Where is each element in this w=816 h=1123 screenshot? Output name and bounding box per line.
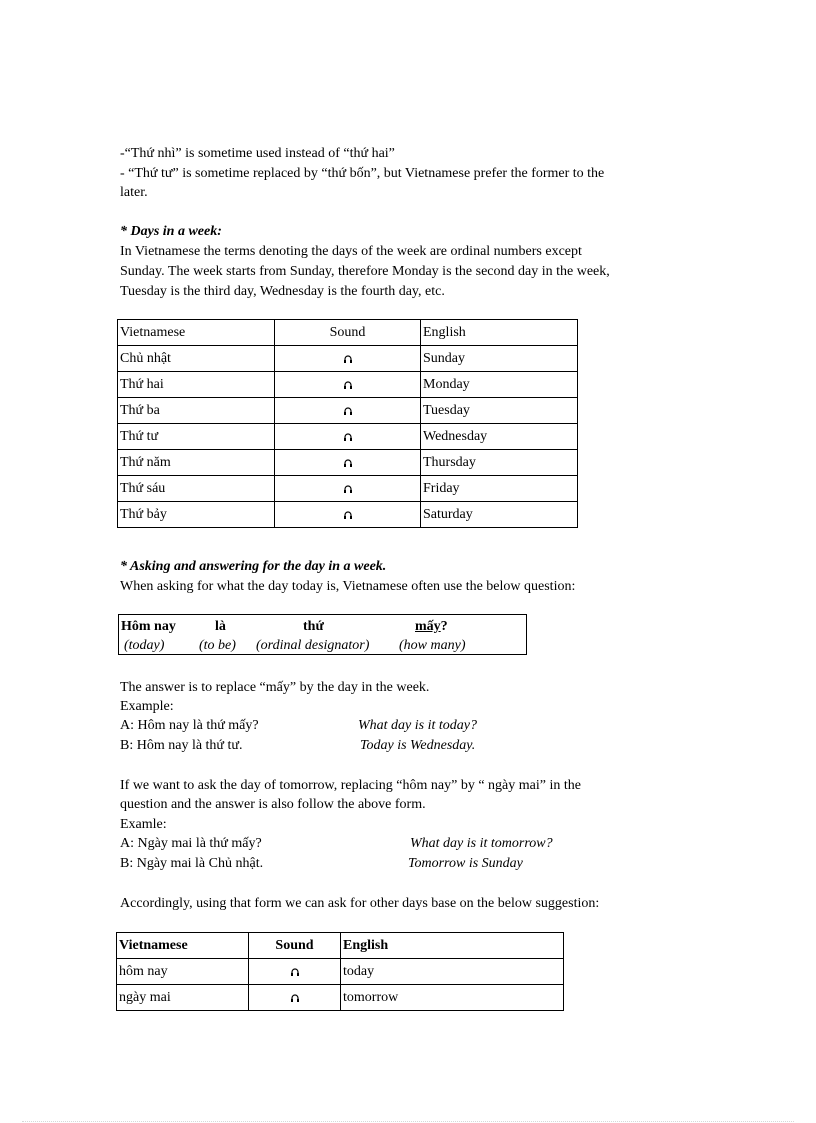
intro-line-2: - “Thứ tư” is sometime replaced by “thứ bốn”, but Vietnamese prefer the former to the [120,166,605,181]
question-word-may-text: mấy [415,619,441,634]
question-word-thu: thứ [303,619,324,634]
examle-b-vietnamese: B: Ngày mai là Chủ nhật. [120,856,264,871]
vietnamese-cell: Thứ ba [118,398,275,424]
table-row [117,959,564,985]
vietnamese-cell: Thứ hai [118,372,275,398]
examle-a-english: What day is it tomorrow? [410,836,553,851]
headphones-icon[interactable] [343,354,353,364]
sound-cell[interactable] [249,985,341,1011]
intro-line-1: -“Thứ nhì” is sometime used instead of “thứ hai” [120,146,395,161]
days-heading: * Days in a week: [120,224,222,239]
sound-cell[interactable] [275,346,421,372]
table-row [118,398,578,424]
vietnamese-cell: Thứ năm [118,450,275,476]
table-row [117,985,564,1011]
vietnamese-cell: hôm nay [117,959,249,985]
table-row [118,424,578,450]
table-row [118,450,578,476]
table-row [118,372,578,398]
gloss-how-many: (how many) [399,638,466,653]
headphones-icon[interactable] [343,380,353,390]
gloss-to-be: (to be) [199,638,236,653]
english-cell: Monday [421,372,578,398]
example-a-english: What day is it today? [358,718,477,733]
headphones-icon[interactable] [343,458,353,468]
tomorrow-paragraph-line-2: question and the answer is also follow the above form. [120,797,426,812]
asking-paragraph: When asking for what the day today is, Vietnamese often use the below question: [120,579,576,594]
sound-cell[interactable] [275,450,421,476]
question-word-la: là [215,619,226,634]
sound-cell[interactable] [275,476,421,502]
intro-line-3: later. [120,185,148,200]
gloss-today: (today) [124,638,165,653]
english-cell: Friday [421,476,578,502]
gloss-ordinal-designator: (ordinal designator) [256,638,370,653]
question-word-may [415,617,448,637]
headphones-icon[interactable] [343,484,353,494]
example-b-vietnamese: B: Hôm nay là thứ tư. [120,738,243,753]
question-word-hom-nay: Hôm nay [121,619,176,634]
sound-cell[interactable] [275,424,421,450]
english-cell: Wednesday [421,424,578,450]
vietnamese-cell: Thứ tư [118,424,275,450]
question-mark: ? [440,619,448,634]
sound-cell[interactable] [275,372,421,398]
days-paragraph-line-3: Tuesday is the third day, Wednesday is the fourth day, etc. [120,284,445,299]
page-bottom-divider [22,1121,794,1122]
table-row [118,502,578,528]
header-sound: Sound [275,320,421,346]
answer-paragraph: The answer is to replace “mấy” by the day in the week. [120,680,430,695]
header-vietnamese: Vietnamese [118,320,275,346]
days-paragraph-line-1: In Vietnamese the terms denoting the days of the week are ordinal numbers except [120,244,582,259]
example-label: Example: [120,699,174,714]
sound-cell[interactable] [275,502,421,528]
table-header-row [117,933,564,959]
vietnamese-cell: Thứ bảy [118,502,275,528]
sound-cell[interactable] [275,398,421,424]
sound-cell[interactable] [249,959,341,985]
header-vietnamese: Vietnamese [117,933,249,959]
headphones-icon[interactable] [343,432,353,442]
table-row [118,476,578,502]
header-english: English [421,320,578,346]
asking-heading: * Asking and answering for the day in a week. [120,559,387,574]
english-cell: Sunday [421,346,578,372]
header-english: English [341,933,564,959]
headphones-icon[interactable] [290,993,300,1003]
days-paragraph-line-2: Sunday. The week starts from Sunday, therefore Monday is the second day in the week, [120,264,610,279]
example-b-english: Today is Wednesday. [360,738,476,753]
vietnamese-cell: Chủ nhật [118,346,275,372]
examle-a-vietnamese: A: Ngày mai là thứ mấy? [120,836,262,851]
headphones-icon[interactable] [343,406,353,416]
tomorrow-paragraph-line-1: If we want to ask the day of tomorrow, replacing “hôm nay” by “ ngày mai” in the [120,778,581,793]
headphones-icon[interactable] [290,967,300,977]
table-row [118,346,578,372]
english-cell: Thursday [421,450,578,476]
table-header-row [118,320,578,346]
english-cell: Tuesday [421,398,578,424]
examle-label: Examle: [120,817,167,832]
english-cell: tomorrow [341,985,564,1011]
english-cell: today [341,959,564,985]
accordingly-paragraph: Accordingly, using that form we can ask for other days base on the below suggestion: [120,896,600,911]
vietnamese-cell: ngày mai [117,985,249,1011]
words-table [116,932,564,1011]
example-a-vietnamese: A: Hôm nay là thứ mấy? [120,718,259,733]
vietnamese-cell: Thứ sáu [118,476,275,502]
examle-b-english: Tomorrow is Sunday [408,856,523,871]
english-cell: Saturday [421,502,578,528]
days-table [117,319,578,528]
header-sound: Sound [249,933,341,959]
question-structure-box [118,614,527,655]
headphones-icon[interactable] [343,510,353,520]
